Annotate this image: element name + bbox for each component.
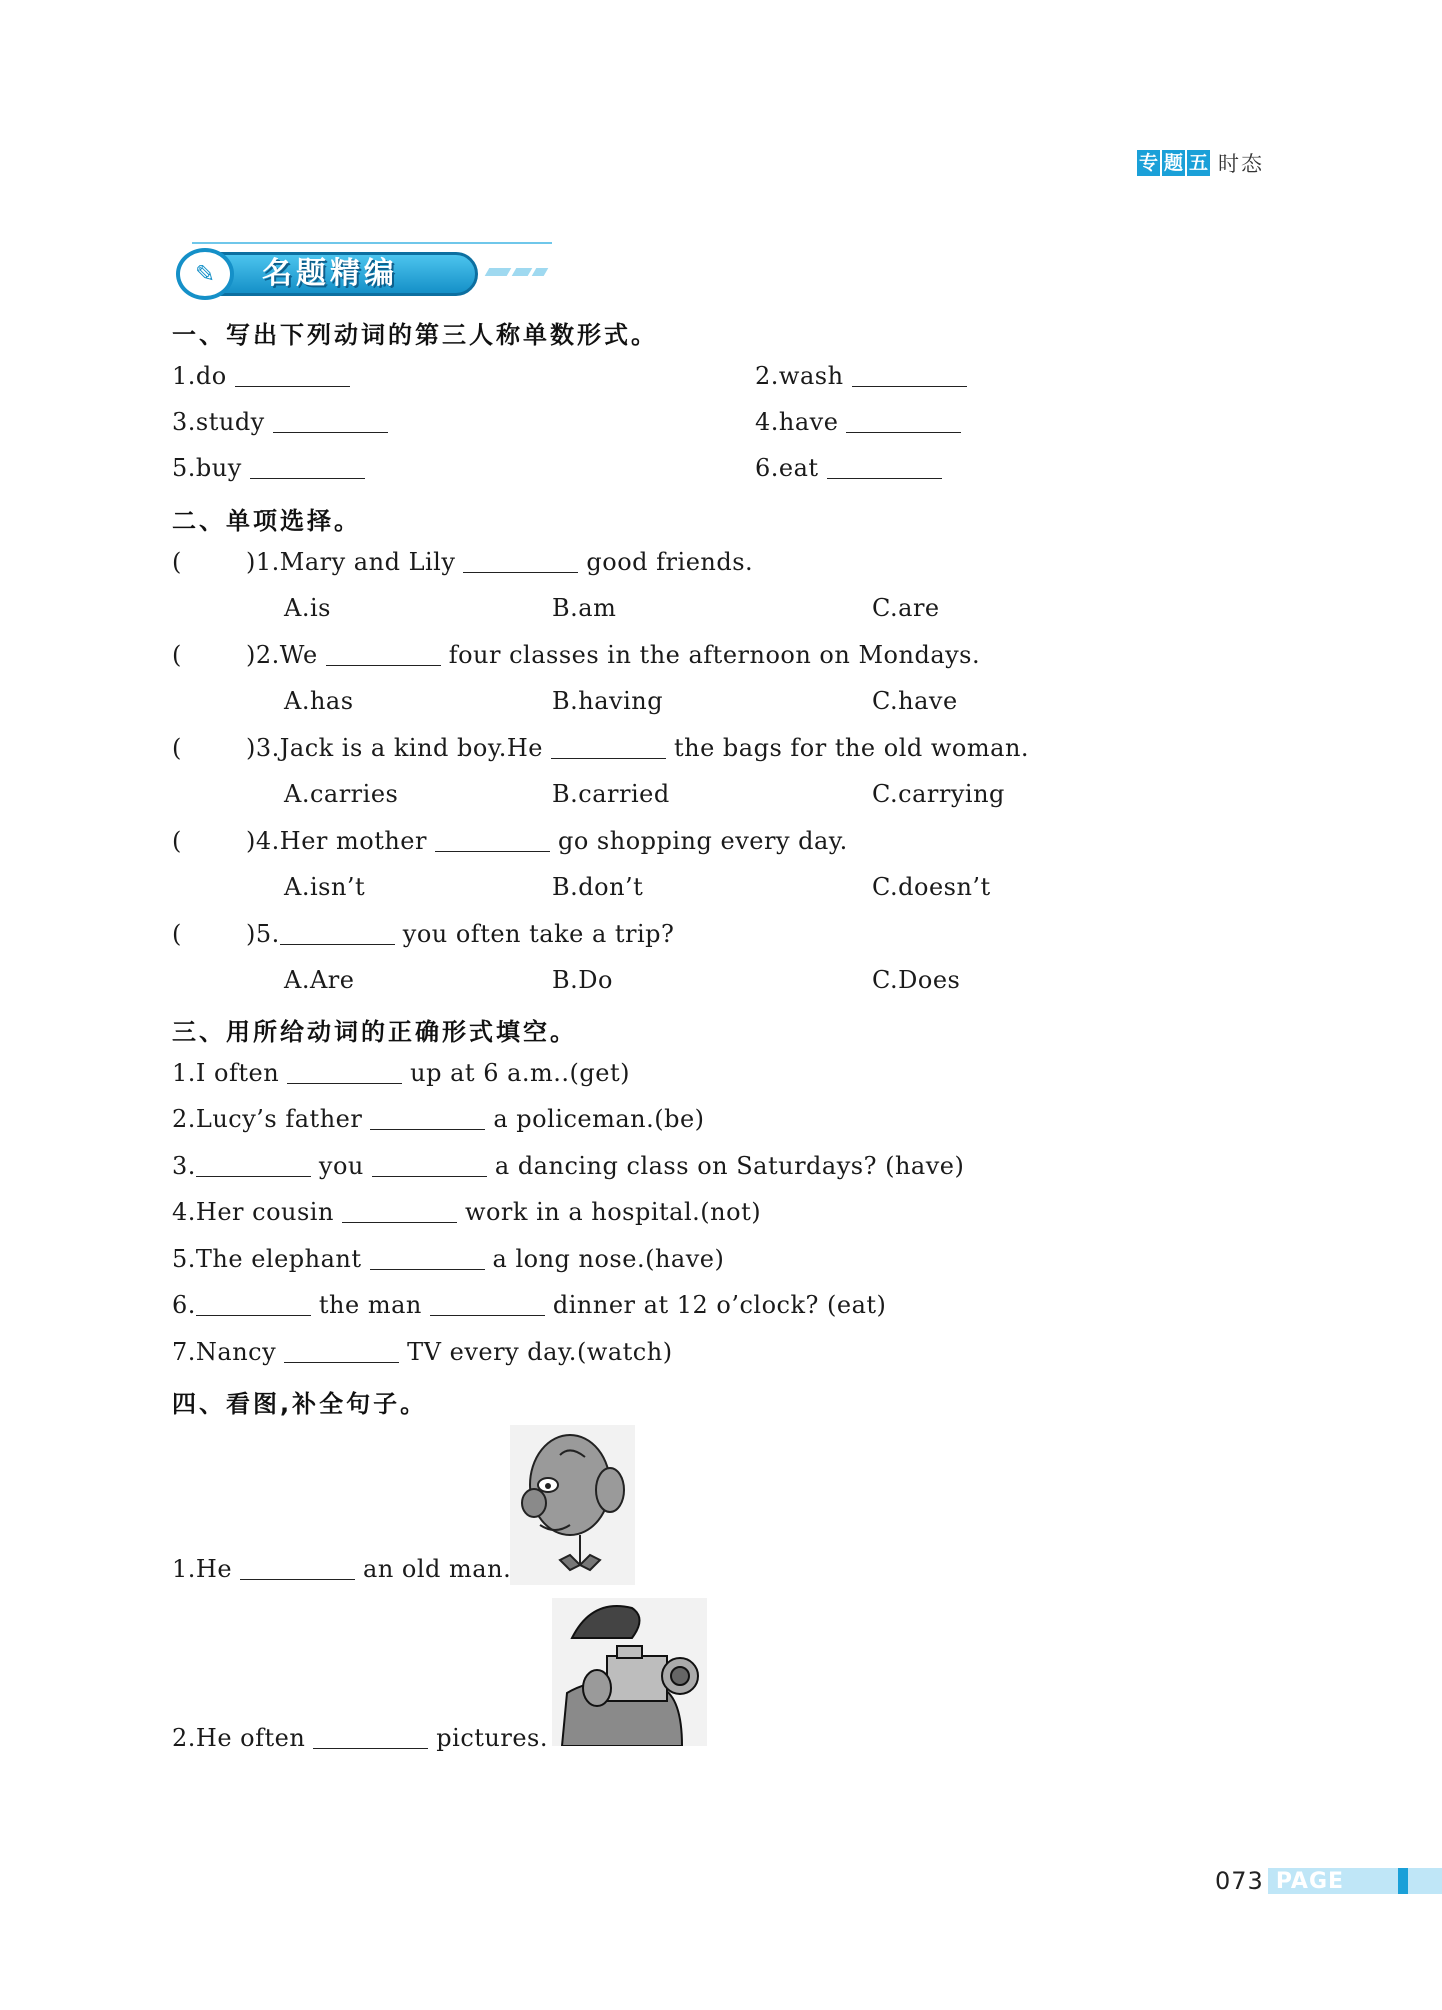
chapter-tag: 题: [1164, 152, 1184, 174]
answer-blank[interactable]: [463, 549, 578, 573]
option[interactable]: B.having: [552, 687, 664, 715]
photographer-illustration: [552, 1598, 707, 1746]
answer-blank[interactable]: [196, 1292, 311, 1316]
answer-paren[interactable]: (: [172, 920, 182, 948]
chapter-topic: 时态: [1218, 152, 1265, 176]
banner-title: 名题精编: [262, 256, 398, 291]
option[interactable]: C.doesn’t: [872, 873, 991, 901]
item: 3.study: [172, 408, 396, 436]
option[interactable]: B.carried: [552, 780, 670, 808]
question: )2.We four classes in the afternoon on Mondays.: [246, 641, 981, 669]
chapter-tag: 专: [1139, 152, 1159, 174]
section-title: 三、用所给动词的正确形式填空。: [172, 1018, 577, 1046]
chapter-tag: 五: [1189, 152, 1209, 174]
option[interactable]: B.am: [552, 594, 617, 622]
option[interactable]: C.are: [872, 594, 940, 622]
page-word: PAGE: [1275, 1869, 1345, 1894]
answer-blank[interactable]: [846, 409, 961, 433]
item: 3. you a dancing class on Saturdays? (have): [172, 1152, 965, 1180]
answer-blank[interactable]: [280, 921, 395, 945]
banner-decor: [532, 268, 549, 276]
item: 1.He an old man.: [172, 1555, 512, 1583]
item: 5.buy: [172, 454, 373, 482]
page-bar: [1268, 1868, 1442, 1894]
option[interactable]: C.carrying: [872, 780, 1005, 808]
chapter-header: [1137, 148, 1264, 178]
answer-blank[interactable]: [852, 363, 967, 387]
banner-line: [192, 242, 552, 244]
section-title: 四、看图,补全句子。: [172, 1390, 428, 1418]
answer-blank[interactable]: [435, 828, 550, 852]
item: 2.Lucy’s father a policeman.(be): [172, 1105, 705, 1133]
answer-blank[interactable]: [235, 363, 350, 387]
option[interactable]: A.Are: [284, 966, 355, 994]
answer-blank[interactable]: [342, 1199, 457, 1223]
answer-blank[interactable]: [551, 735, 666, 759]
item: 2.wash: [755, 362, 975, 390]
item: 5.The elephant a long nose.(have): [172, 1245, 725, 1273]
answer-paren[interactable]: (: [172, 641, 182, 669]
answer-blank[interactable]: [284, 1339, 399, 1363]
question: )4.Her mother go shopping every day.: [246, 827, 848, 855]
item: 4.have: [755, 408, 969, 436]
banner-decor: [512, 268, 533, 276]
option[interactable]: C.have: [872, 687, 958, 715]
answer-blank[interactable]: [827, 455, 942, 479]
question: )3.Jack is a kind boy.He the bags for the old woman.: [246, 734, 1030, 762]
item: 7.Nancy TV every day.(watch): [172, 1338, 673, 1366]
section-title: 二、单项选择。: [172, 507, 361, 535]
answer-blank[interactable]: [287, 1060, 402, 1084]
answer-paren[interactable]: (: [172, 548, 182, 576]
question: )5. you often take a trip?: [246, 920, 675, 948]
answer-blank[interactable]: [430, 1292, 545, 1316]
item: 6.eat: [755, 454, 950, 482]
old-man-illustration: [510, 1425, 635, 1585]
section-banner: [172, 240, 552, 304]
answer-blank[interactable]: [372, 1153, 487, 1177]
question: )1.Mary and Lily good friends.: [246, 548, 754, 576]
page-bar-marker: [1398, 1868, 1408, 1894]
option[interactable]: A.is: [284, 594, 331, 622]
answer-paren[interactable]: (: [172, 734, 182, 762]
banner-decor: [485, 268, 512, 276]
item: 4.Her cousin work in a hospital.(not): [172, 1198, 762, 1226]
answer-blank[interactable]: [370, 1106, 485, 1130]
banner-logo-icon: ✎: [176, 248, 234, 300]
answer-blank[interactable]: [196, 1153, 311, 1177]
item: 1.I often up at 6 a.m..(get): [172, 1059, 630, 1087]
answer-blank[interactable]: [273, 409, 388, 433]
option[interactable]: C.Does: [872, 966, 961, 994]
option[interactable]: A.has: [284, 687, 354, 715]
page-number: 073: [1215, 1867, 1264, 1895]
answer-blank[interactable]: [370, 1246, 485, 1270]
section-title: 一、写出下列动词的第三人称单数形式。: [172, 321, 658, 349]
item: 2.He often pictures.: [172, 1724, 548, 1752]
page-footer: [1215, 1867, 1442, 1895]
answer-paren[interactable]: (: [172, 827, 182, 855]
option[interactable]: B.don’t: [552, 873, 644, 901]
item: 6. the man dinner at 12 o’clock? (eat): [172, 1291, 887, 1319]
option[interactable]: A.isn’t: [284, 873, 366, 901]
answer-blank[interactable]: [250, 455, 365, 479]
item: 1.do: [172, 362, 358, 390]
option[interactable]: B.Do: [552, 966, 613, 994]
answer-blank[interactable]: [326, 642, 441, 666]
answer-blank[interactable]: [313, 1725, 428, 1749]
option[interactable]: A.carries: [284, 780, 399, 808]
answer-blank[interactable]: [240, 1556, 355, 1580]
